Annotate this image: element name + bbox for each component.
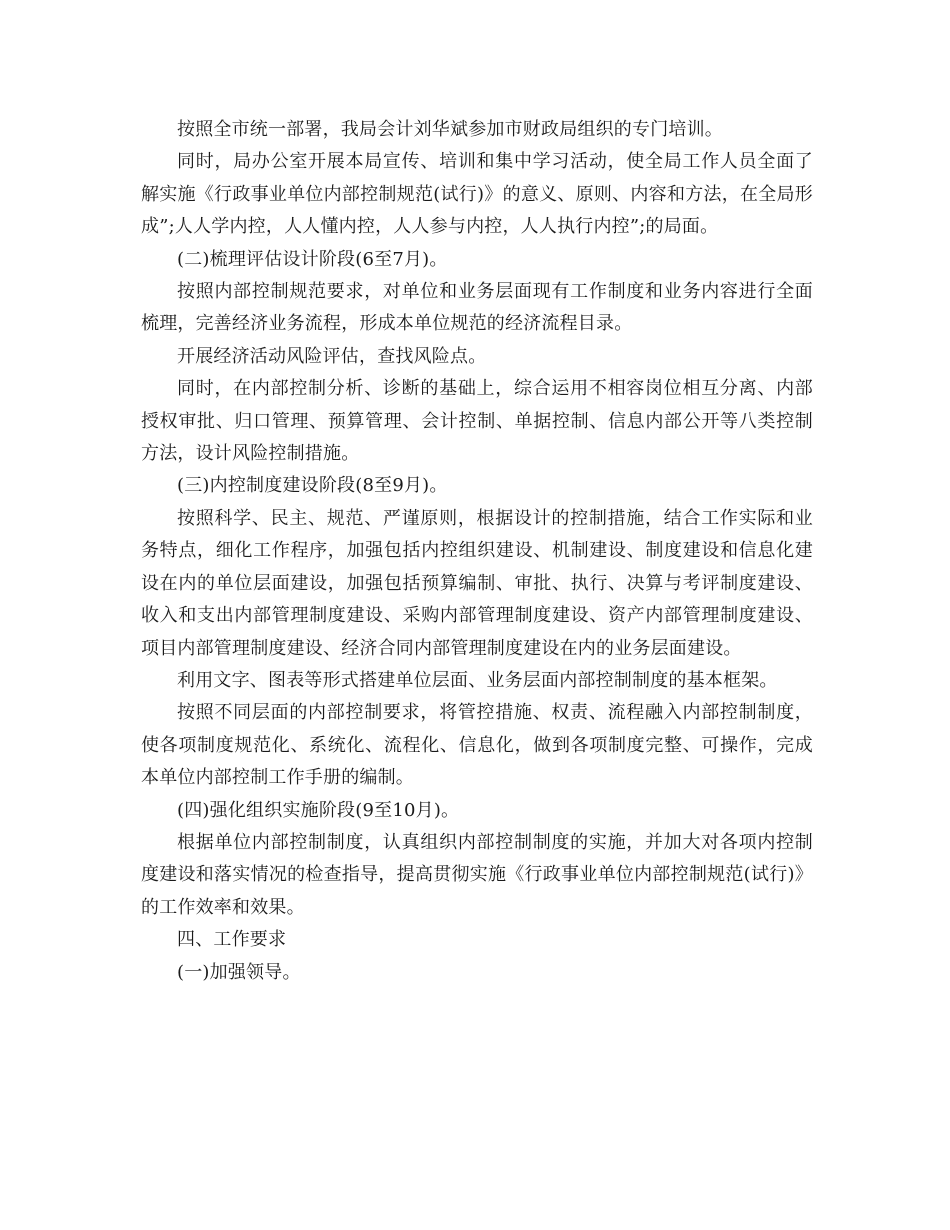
subheading-strengthen-leadership: (一)加强领导。 — [177, 961, 301, 983]
paragraph-handbook: 按照不同层面的内部控制要求，将管控措施、权责、流程融入内部控制制度，使各项制度规范化、系统化、流程化、信息化，做到各项制度完整、可操作，完成本单位内部控制工作手册的编制。 — [141, 702, 813, 789]
paragraph-sort-out-processes: 按照内部控制规范要求，对单位和业务层面现有工作制度和业务内容进行全面梳理，完善经济业务流程，形成本单位规范的经济流程目录。 — [141, 281, 813, 335]
paragraph-control-methods: 同时，在内部控制分析、诊断的基础上，综合运用不相容岗位相互分离、内部授权审批、归口管理、预算管理、会计控制、单据控制、信息内部公开等八类控制方法，设计风险控制措施。 — [141, 378, 813, 465]
paragraph-training: 按照全市统一部署，我局会计刘华斌参加市财政局组织的专门培训。 — [177, 119, 723, 140]
section-heading-work-requirements: 四、工作要求 — [177, 929, 287, 951]
document-body — [141, 114, 813, 989]
paragraph-risk-assessment: 开展经济活动风险评估，查找风险点。 — [177, 345, 487, 367]
paragraph-study-activities: 同时，局办公室开展本局宣传、培训和集中学习活动，使全局工作人员全面了解实施《行政事业单位内部控制规范(试行)》的意义、原则、内容和方法，在全局形成”;人人学内控，人人懂内控，人人参与内控，人人执行内控”;的局面。 — [141, 151, 813, 238]
section-heading-stage-4: (四)强化组织实施阶段(9至10月)。 — [177, 799, 460, 821]
section-heading-stage-2: (二)梳理评估设计阶段(6至7月)。 — [177, 248, 448, 270]
paragraph-implementation: 根据单位内部控制制度，认真组织内部控制制度的实施，并加大对各项内控制度建设和落实情况的检查指导，提高贯彻实施《行政事业单位内部控制规范(试行)》的工作效率和效果。 — [141, 831, 813, 918]
paragraph-system-construction: 按照科学、民主、规范、严谨原则，根据设计的控制措施，结合工作实际和业务特点，细化工作程序，加强包括内控组织建设、机制建设、制度建设和信息化建设在内的单位层面建设，加强包括预算编制、审批、执行、决算与考评制度建设、收入和支出内部管理制度建设、采购内部管理制度建设、资产内部管理制度建设、项目内部管理制度建设、经济合同内部管理制度建设在内的业务层面建设。 — [141, 507, 813, 659]
section-heading-stage-3: (三)内控制度建设阶段(8至9月)。 — [177, 475, 448, 497]
paragraph-framework: 利用文字、图表等形式搭建单位层面、业务层面内部控制制度的基本框架。 — [177, 669, 778, 691]
